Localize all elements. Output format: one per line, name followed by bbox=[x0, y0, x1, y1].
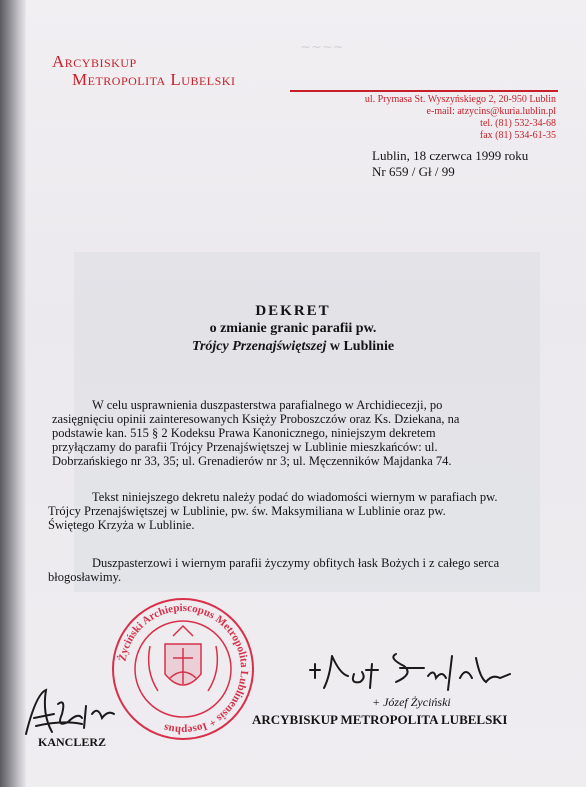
letterhead-address: ul. Prymasa St. Wyszyńskiego 2, 20-950 Lublin bbox=[364, 94, 556, 105]
letterhead-divider bbox=[290, 90, 558, 92]
decree-subtitle-line1: o zmianie granic parafii pw. bbox=[209, 321, 377, 336]
body-p2-line: Tekst niniejszego dekretu należy podać do wiadomości wiernym w parafiach pw. bbox=[92, 490, 498, 504]
signatory-name: + Józef Życiński bbox=[372, 695, 451, 709]
chancellor-label: KANCLERZ bbox=[38, 735, 107, 749]
parish-name: Trójcy Przenajświętszej bbox=[191, 339, 327, 354]
document-date: Lublin, 18 czerwca 1999 roku bbox=[372, 148, 529, 163]
parish-city: w Lublinie bbox=[326, 339, 395, 354]
body-p1-line: przyłączamy do parafii Trójcy Przenajświętszej w Lublinie mieszkańców: ul. bbox=[52, 440, 438, 454]
decree-heading: DEKRET bbox=[255, 303, 331, 319]
body-p3-line: błogosławimy. bbox=[48, 570, 122, 584]
body-p2-line: Trójcy Przenajświętszej w Lublinie, pw. św. Maksymiliana w Lublinie oraz pw. bbox=[48, 504, 446, 518]
document-reference: Nr 659 / Gł / 99 bbox=[372, 164, 455, 179]
chancellor-signature bbox=[22, 684, 132, 740]
coat-of-arms-icon bbox=[149, 626, 218, 691]
letterhead-fax: fax (81) 534-61-35 bbox=[479, 130, 556, 141]
body-p1-line: Dobrzańskiego nr 33, 35; ul. Grenadierów nr 3; ul. Męczenników Majdanka 74. bbox=[52, 454, 452, 468]
bleed-through-mark: ~~~~ bbox=[300, 40, 344, 55]
body-p1-line: zasięgnięciu opinii zainteresowanych Księży Proboszczów oraz Ks. Dziekana, na bbox=[52, 412, 460, 426]
body-p2-line: Świętego Krzyża w Lublinie. bbox=[48, 518, 195, 532]
body-p1-line: podstawie kan. 515 § 2 Kodeksu Prawa Kanonicznego, niniejszym dekretem bbox=[52, 426, 436, 440]
letterhead-phone: tel. (81) 532-34-68 bbox=[480, 118, 556, 129]
seal-text: Życiński Archiepiscopus Metropolita Lublinensis + Iosephus bbox=[116, 601, 251, 737]
letterhead-email: e-mail: atzycins@kuria.lublin.pl bbox=[426, 106, 556, 117]
archbishop-signature bbox=[304, 648, 520, 696]
letterhead-title-line1: Arcybiskup bbox=[52, 52, 137, 71]
book-spine-shadow bbox=[0, 0, 26, 787]
body-p3-line: Duszpasterzowi i wiernym parafii życzymy obfitych łask Bożych i z całego serca bbox=[92, 556, 500, 570]
letterhead-title-line2: Metropolita Lubelski bbox=[72, 70, 236, 89]
signatory-title: ARCYBISKUP METROPOLITA LUBELSKI bbox=[252, 712, 508, 727]
decree-subtitle-line2 bbox=[0, 339, 586, 355]
body-p1-line: W celu usprawnienia duszpasterstwa parafialnego w Archidiecezji, po bbox=[92, 398, 443, 412]
